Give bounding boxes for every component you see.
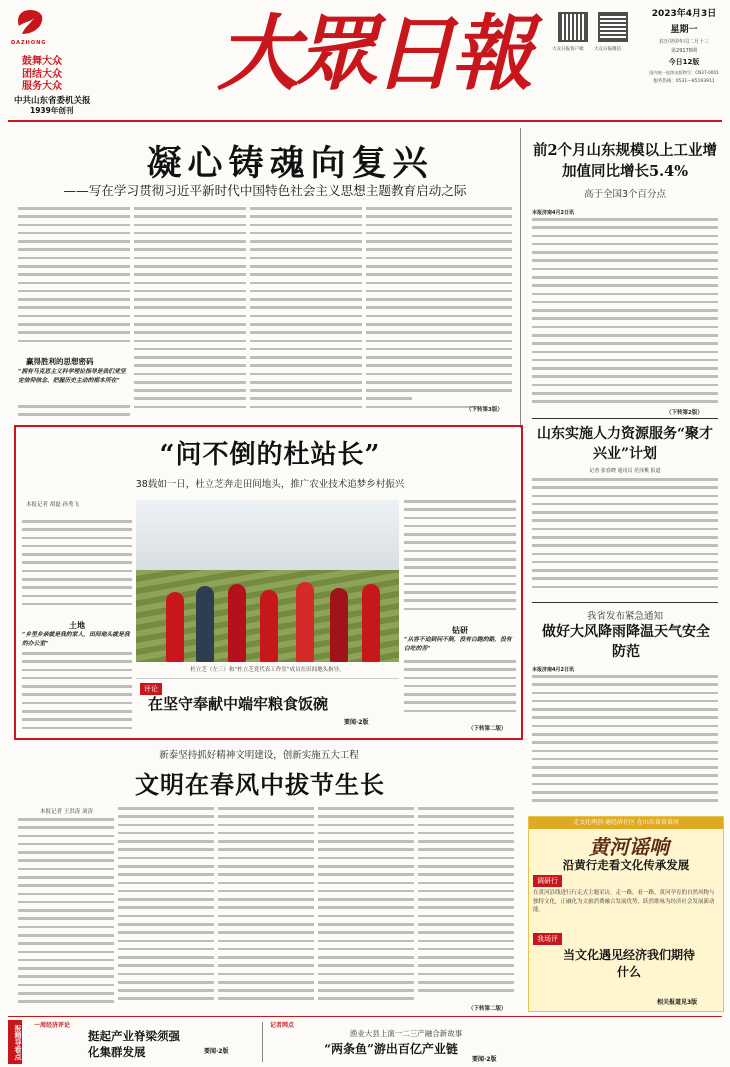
right-top-body	[532, 218, 718, 408]
feature-photo[interactable]	[136, 500, 399, 662]
lead-title[interactable]: 凝心铸魂向复兴	[146, 143, 434, 184]
lead-body-col-1	[18, 207, 130, 353]
feature-col-1b	[22, 652, 132, 736]
right-rule-2	[532, 602, 718, 603]
bottom-item-1-title: 挺起产业脊梁须强化集群发展	[88, 1029, 180, 1059]
feature-col-3b	[404, 660, 516, 722]
masthead	[0, 0, 730, 118]
bottom-divider	[262, 1022, 263, 1062]
founded: 1939年创刊	[30, 106, 74, 115]
bottom-item-1[interactable]	[28, 1020, 258, 1064]
culture-col-5	[418, 807, 514, 1003]
app-label: 大众日报客户端	[552, 47, 584, 52]
bottom-item-2-tag: 记者网点	[270, 1022, 295, 1029]
feature-section-1-quote: “乡里乡亲就是我的家人，田间地头就是我的办公室”	[22, 632, 130, 647]
feature-col-3	[404, 500, 516, 618]
lead-body-col-5	[412, 207, 512, 405]
feature-continued: （下转第二版）	[468, 726, 507, 732]
lead-section-head: 赢得胜利的思想密码	[26, 357, 94, 366]
col-divider	[520, 128, 521, 428]
lead-body-col-2	[134, 207, 246, 421]
bottom-item-1-ref: 要闻·2版	[204, 1048, 229, 1055]
culture-kicker: 新泰坚持抓好精神文明建设，创新实施五大工程	[159, 750, 359, 761]
photo-person-2	[196, 586, 214, 662]
logo-emblem-icon	[10, 6, 50, 40]
feature-col-1	[22, 520, 132, 616]
right-rule-1	[532, 418, 718, 419]
alert-byline: 本报济南4月2日讯	[532, 667, 574, 673]
bottom-item-2-title: “两条鱼”游出百亿产业链	[324, 1042, 458, 1056]
lead-body-col-1b	[18, 405, 130, 421]
photo-person-1	[166, 592, 184, 662]
right-mid-body	[532, 478, 718, 598]
feature-subtitle: 38载如一日，杜立芝奔走田间地头，推广农业技术追梦乡村振兴	[135, 479, 405, 490]
date: 2023年4月3日	[651, 9, 717, 19]
yellow-river-box[interactable]	[528, 816, 724, 1012]
right-mid-title[interactable]: 山东实施人力资源服务“聚才兴业”计划	[536, 426, 714, 462]
lead-subtitle: ——写在学习贯彻习近平新时代中国特色社会主义思想主题教育启动之际	[63, 183, 467, 198]
org-name: 中共山东省委机关报	[14, 96, 91, 106]
yr-subtitle: 沿黄行走看文化传承发展	[562, 858, 690, 872]
photo-person-7	[362, 584, 380, 662]
culture-byline: 本报记者 王洪涛 刘涛	[40, 809, 93, 815]
culture-col-2	[118, 807, 214, 1014]
slogan-2: 团结大众	[22, 68, 62, 80]
comment-ref: 要闻·2版	[344, 719, 369, 726]
lead-continued: （下转第3版）	[466, 407, 503, 413]
alert-body	[532, 675, 718, 810]
photo-sky	[136, 500, 399, 570]
feature-section-1: 土地	[69, 621, 85, 630]
yr-column-title: 当文化遇见经济我们期待什么	[562, 948, 695, 979]
lead-body-col-3	[250, 207, 362, 421]
culture-continued: （下转第二版）	[468, 1006, 507, 1012]
bottom-item-2-kicker: 渔业大县上演一二三产融合新故事	[349, 1029, 463, 1038]
comment-box[interactable]	[136, 678, 399, 734]
culture-col-4	[318, 807, 414, 1014]
page-count: 今日12版	[668, 58, 700, 66]
culture-col-1	[18, 818, 114, 1014]
masthead-rule	[8, 120, 722, 122]
weekday: 星期一	[670, 25, 698, 35]
issue-number: 第29178期	[671, 48, 697, 54]
alert-title[interactable]: 做好大风降雨降温天气安全防范	[542, 624, 710, 660]
bottom-item-2-ref: 要闻·2版	[472, 1056, 497, 1063]
lunar-date: 农历癸卯年闰二月十三	[658, 39, 709, 45]
photo-caption: 杜立芝（左三）和“杜立芝党代表工作室”成员在田间地头指导。	[190, 667, 345, 673]
culture-title[interactable]: 文明在春风中拔节生长	[135, 770, 385, 799]
service-phone: 服务热线：0531—85193911	[653, 79, 715, 84]
date-block	[644, 6, 724, 84]
app-qr-icon[interactable]	[558, 12, 588, 42]
slogan-3: 服务大众	[22, 81, 62, 92]
photo-person-6	[330, 588, 348, 662]
bottom-rule	[8, 1016, 722, 1017]
feature-byline: 本报记者 胡磊 孙秀飞	[26, 502, 79, 508]
photo-person-3	[228, 584, 246, 662]
comment-title: 在坚守奉献中端牢粮食饭碗	[148, 695, 329, 713]
cn-number: 国内统一连续出版物号：CN37-0001	[649, 70, 719, 75]
logo-text: DAZHONG	[11, 40, 47, 46]
yr-banner: 走文化两创·通经济社区 在山东省省黄河	[529, 817, 723, 829]
feature-title[interactable]: “问不倒的杜站长”	[159, 440, 381, 470]
right-top-continued: （下转第2版）	[666, 410, 703, 416]
slogans	[22, 56, 62, 94]
right-mid-byline: 记者 张春晓 通讯员 范泽桃 报道	[589, 468, 661, 474]
alert-kicker: 我省发布紧急通知	[586, 611, 663, 622]
feature-section-2: 钻研	[452, 626, 468, 635]
wechat-qr-icon[interactable]	[598, 12, 628, 42]
comment-tag: 评论	[140, 683, 162, 695]
yr-title: 黄河谣响	[589, 835, 669, 859]
right-top-byline: 本报济南4月2日讯	[532, 210, 574, 216]
feature-section-2-quote: “从容不迫到问不倒，没有白跑的路，没有白吃的苦”	[404, 637, 512, 652]
lead-quote: “拥有马克思主义科学理论指导是我们党坚定信仰信念、把握历史主动的根本所在”	[18, 369, 126, 384]
yr-diary-text: 在黄河沿线进行行走式主题采访，走一路，看一路，黄河孕育的自然风物与独特文化，正融化为文旅消费融合发展优势，跃然歌咏为经济社会发展新动能。	[533, 890, 715, 913]
yr-ref: 相关报道见3版	[657, 999, 698, 1006]
yr-column-tag: 我场评	[533, 933, 562, 945]
wechat-label: 大众日报微信	[594, 47, 621, 52]
photo-person-5	[296, 582, 314, 662]
culture-col-3	[218, 807, 314, 1014]
photo-person-4	[260, 590, 278, 662]
slogan-1: 鼓舞大众	[22, 56, 62, 67]
bottom-item-2[interactable]	[266, 1020, 522, 1064]
right-top-subtitle: 高于全国3个百分点	[583, 189, 667, 200]
bottom-side-label: 报精导看点	[8, 1020, 22, 1064]
right-top-title[interactable]: 前2个月山东规模以上工业增加值同比增长5.4%	[532, 142, 718, 180]
newspaper-title: 大眾日報	[217, 6, 529, 102]
yr-diary-tag: 调研行	[533, 875, 562, 887]
bottom-item-1-tag: 一周经济评论	[34, 1022, 71, 1029]
